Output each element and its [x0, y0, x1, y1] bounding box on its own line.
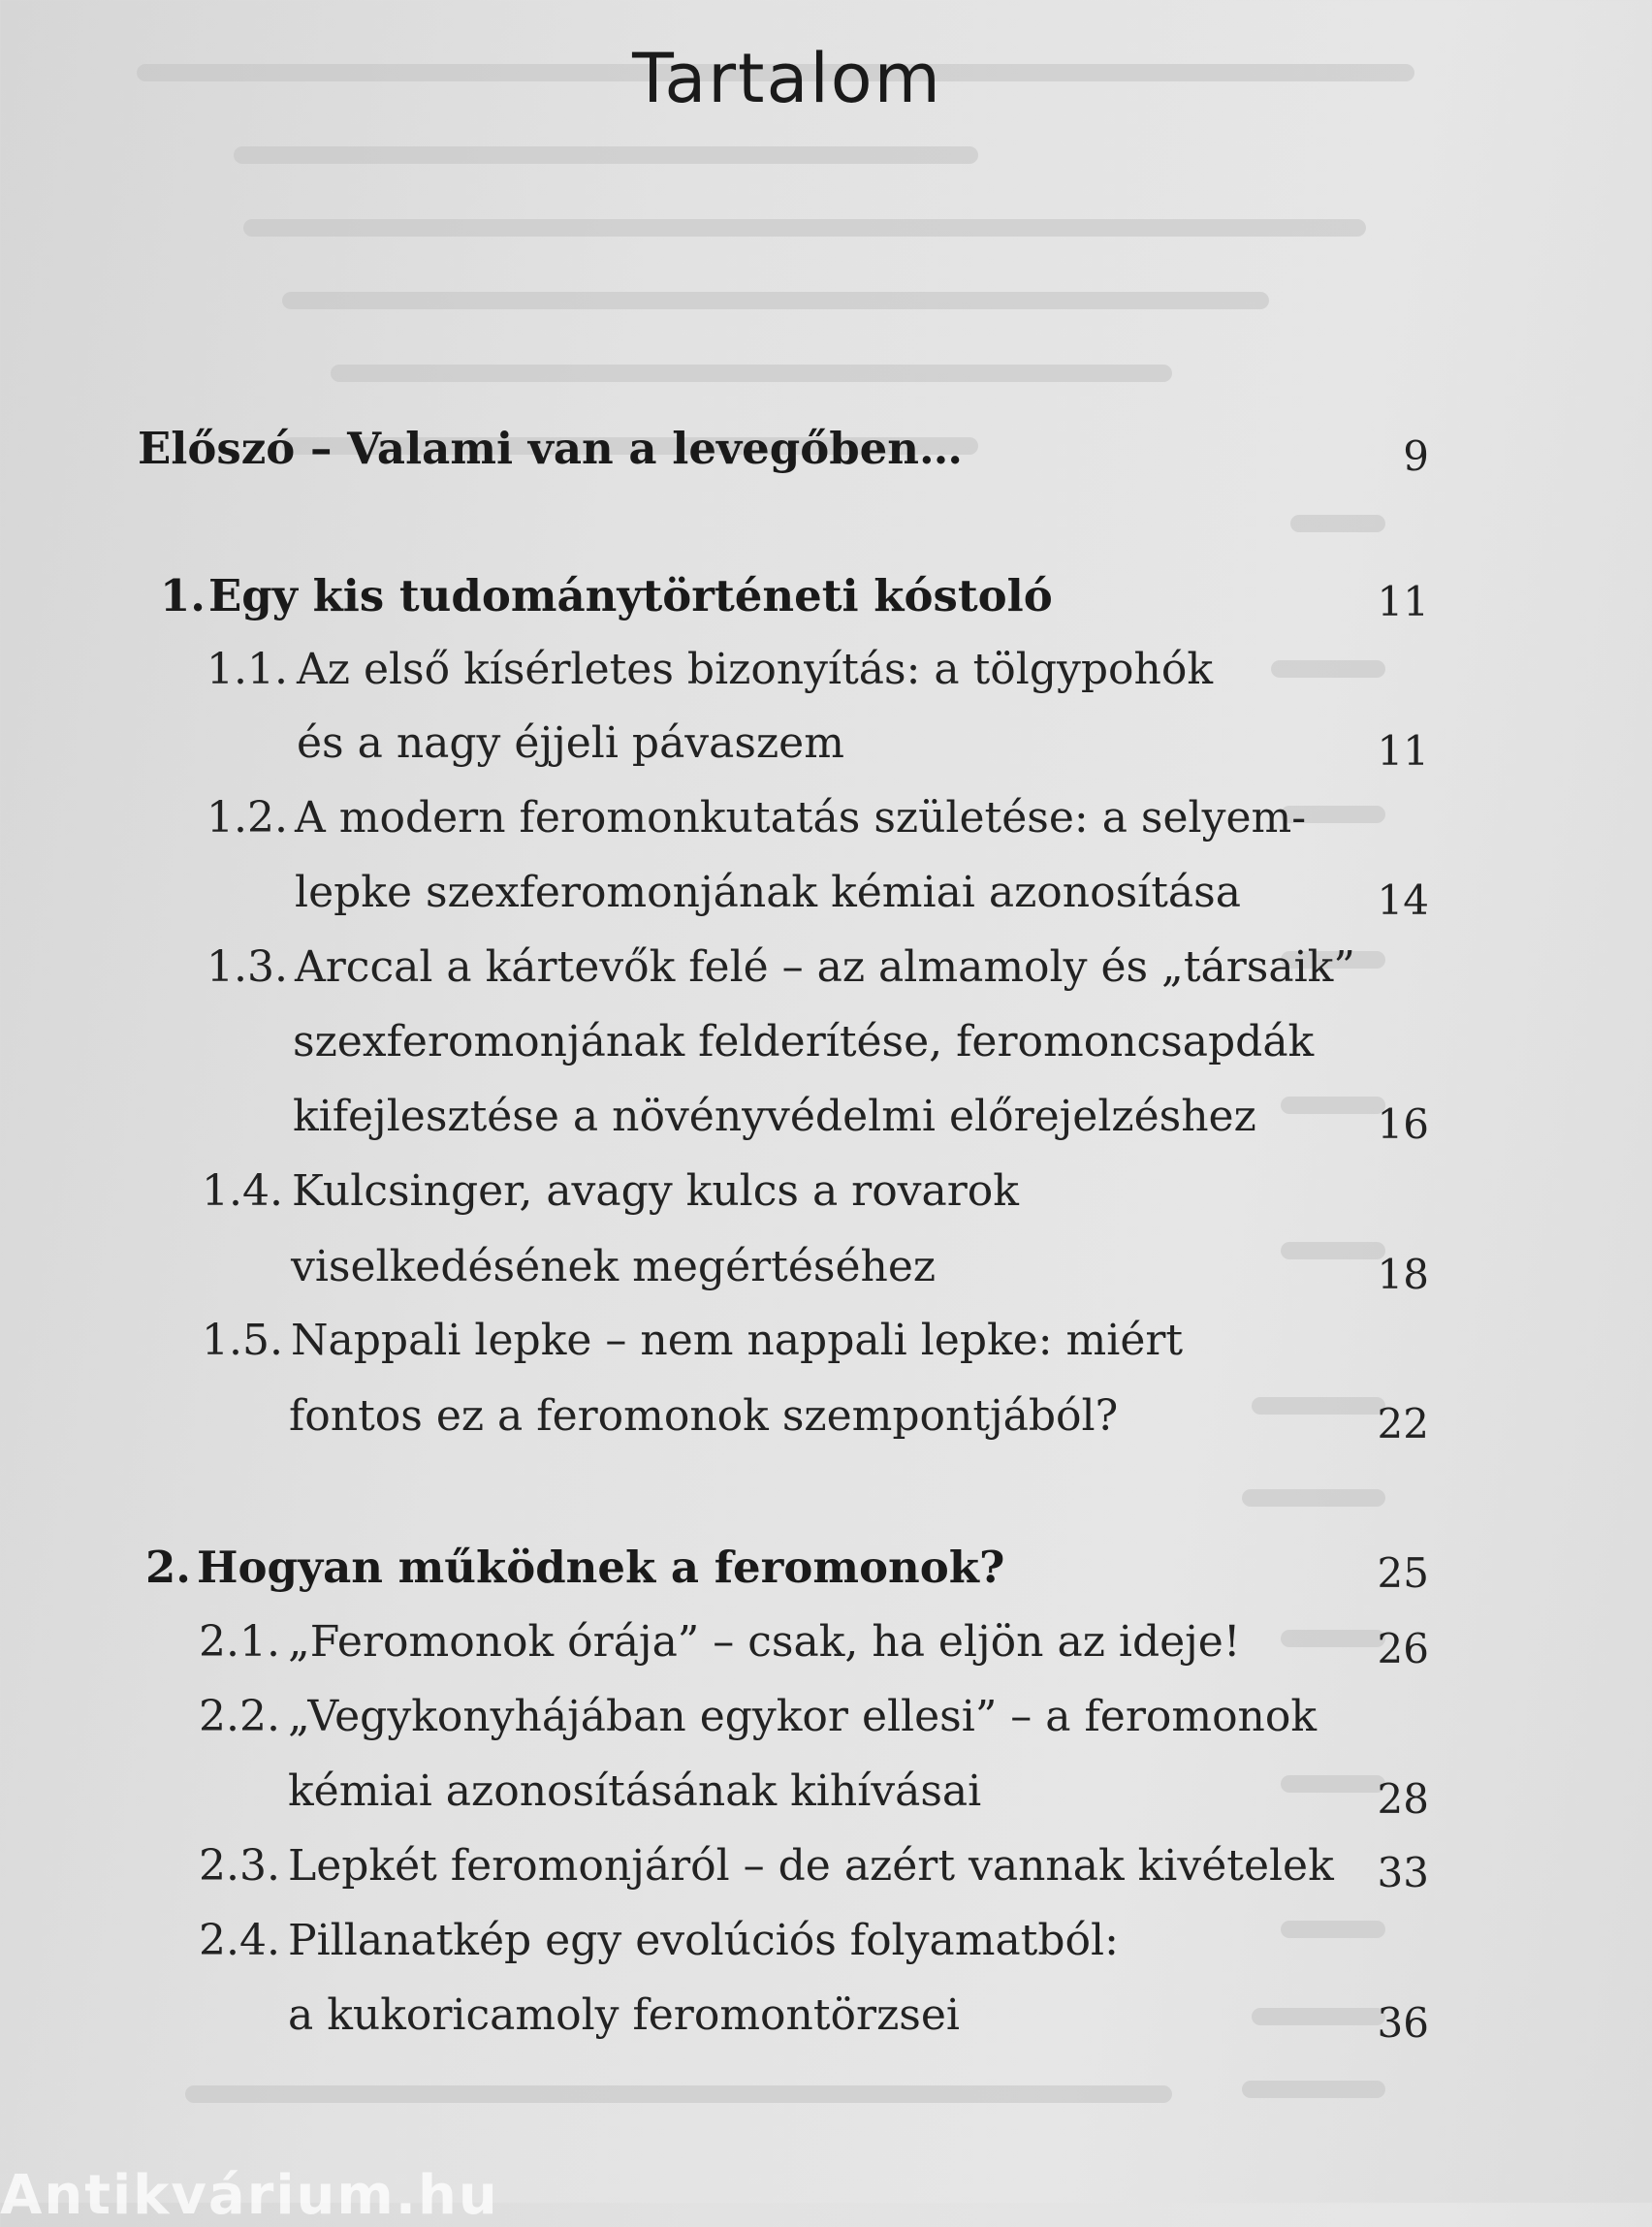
- section-1-3-number: 1.3.: [206, 942, 288, 992]
- section-1-4-number: 1.4.: [202, 1166, 283, 1216]
- section-2-2-number: 2.2.: [199, 1692, 280, 1741]
- section-1-5-line-2: fontos ez a feromonok szempontjából?: [289, 1391, 1119, 1441]
- section-1-4-line-2: viselkedésének megértéséhez: [291, 1242, 937, 1291]
- section-1-1-line-1: Az első kísérletes bizonyítás: a tölgypohók: [297, 645, 1214, 694]
- section-2-2-line-1: „Vegykonyhájában egykor ellesi” – a feromonok: [288, 1692, 1318, 1741]
- section-1-2-line-1: A modern feromonkutatás születése: a selyem-: [295, 793, 1307, 843]
- section-2-3-line-1: Lepkét feromonjáról – de azért vannak kivételek: [288, 1841, 1334, 1891]
- section-2-2-line-2: kémiai azonosításának kihívásai: [288, 1766, 982, 1816]
- section-2-3-page: 33: [1377, 1849, 1429, 1896]
- section-1-5-page: 22: [1377, 1400, 1429, 1448]
- section-2-4-number: 2.4.: [199, 1916, 280, 1965]
- page-title: Tartalom: [632, 39, 942, 118]
- section-2-1-page: 26: [1377, 1625, 1429, 1672]
- preface-page: 9: [1403, 432, 1429, 480]
- section-1-3-line-3: kifejlesztése a növényvédelmi előrejelzéshez: [293, 1092, 1256, 1141]
- chapter-1-page: 11: [1377, 578, 1429, 625]
- section-2-1-number: 2.1.: [199, 1617, 280, 1667]
- chapter-2-number: 2.: [145, 1542, 191, 1593]
- watermark: Antikvárium.hu: [0, 2164, 499, 2227]
- section-2-4-line-1: Pillanatkép egy evolúciós folyamatból:: [288, 1916, 1119, 1965]
- section-2-4-page: 36: [1377, 1999, 1429, 2047]
- section-1-3-page: 16: [1377, 1100, 1429, 1148]
- section-1-5-line-1: Nappali lepke – nem nappali lepke: miért: [291, 1316, 1184, 1365]
- section-2-2-page: 28: [1377, 1775, 1429, 1823]
- section-1-3-line-2: szexferomonjának felderítése, feromoncsapdák: [293, 1017, 1315, 1066]
- section-1-4-page: 18: [1377, 1251, 1429, 1298]
- section-1-1-line-2: és a nagy éjjeli pávaszem: [297, 718, 844, 768]
- chapter-2-title: Hogyan működnek a feromonok?: [197, 1542, 1005, 1593]
- section-1-5-number: 1.5.: [202, 1316, 283, 1365]
- section-1-1-page: 11: [1377, 727, 1429, 775]
- section-2-3-number: 2.3.: [199, 1841, 280, 1891]
- section-1-1-number: 1.1.: [206, 645, 288, 694]
- section-1-4-line-1: Kulcsinger, avagy kulcs a rovarok: [292, 1166, 1019, 1216]
- section-2-4-line-2: a kukoricamoly feromontörzsei: [288, 1990, 960, 2040]
- section-1-3-line-1: Arccal a kártevők felé – az almamoly és „társaik”: [295, 942, 1355, 992]
- section-1-2-page: 14: [1377, 876, 1429, 924]
- section-1-2-line-2: lepke szexferomonjának kémiai azonosítása: [295, 868, 1241, 917]
- section-2-1-line-1: „Feromonok órája” – csak, ha eljön az ideje!: [288, 1617, 1241, 1667]
- chapter-1-number: 1.: [160, 570, 206, 621]
- section-1-2-number: 1.2.: [206, 793, 288, 843]
- preface-title: Előszó – Valami van a levegőben…: [138, 423, 964, 474]
- chapter-2-page: 25: [1377, 1549, 1429, 1597]
- chapter-1-title: Egy kis tudománytörténeti kóstoló: [208, 570, 1053, 621]
